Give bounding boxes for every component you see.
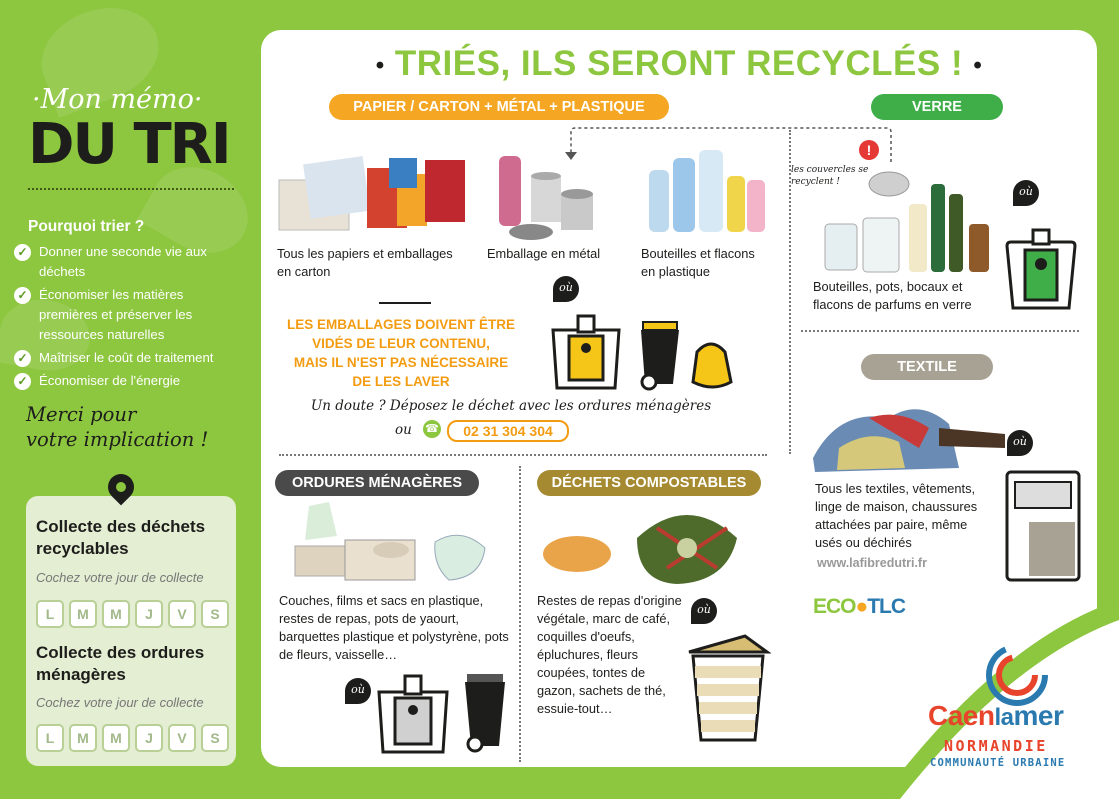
day-checkbox[interactable]: V <box>168 724 196 752</box>
pill-verre: VERRE <box>871 94 1003 120</box>
divider <box>379 302 431 304</box>
day-checkbox[interactable]: L <box>36 724 64 752</box>
phone-number[interactable]: 02 31 304 304 <box>447 420 569 442</box>
item-verre-label: Bouteilles, pots, bocaux et flacons de parfums en verre <box>813 279 972 312</box>
warning-text: LES EMBALLAGES DOIVENT ÊTRE VIDÉS DE LEUR CONTENU, MAIS IL N'EST PAS NÉCESSAIRE DE LES LAVER <box>286 317 516 389</box>
why-item: ✓ Donner une seconde vie aux déchets <box>14 242 244 282</box>
memo-script-title: ·Mon mémo· <box>32 84 203 115</box>
item-papier-label: Tous les papiers et emballages en carton <box>277 246 453 279</box>
yellow-bins-icon <box>551 312 741 392</box>
check-icon: ✓ <box>14 287 31 304</box>
check-icon: ✓ <box>14 244 31 261</box>
brand-region: NORMANDIE <box>944 737 1048 755</box>
day-checkbox[interactable]: S <box>201 724 229 752</box>
pill-textile: TEXTILE <box>861 354 993 380</box>
memo-main-title: DU TRI <box>28 112 230 177</box>
collect-recyclables-title: Collecte des déchets recyclables <box>36 517 206 558</box>
recyclables-day-checkboxes <box>36 600 229 628</box>
om-day-checkboxes <box>36 724 229 752</box>
day-checkbox[interactable]: M <box>102 724 130 752</box>
why-item: ✓ Économiser de l'énergie <box>14 371 244 391</box>
divider <box>801 330 1079 332</box>
why-item: ✓ Maîtriser le coût de traitement <box>14 348 244 368</box>
day-checkbox[interactable]: V <box>168 600 196 628</box>
item-plastique-label: Bouteilles et flacons en plastique <box>641 246 755 279</box>
where-icon: où <box>345 678 371 704</box>
papers-cartons-image <box>277 150 473 240</box>
where-icon: où <box>1013 180 1039 206</box>
textile-text: Tous les textiles, vêtements, linge de maison, chaussures attachées par paire, même usés ou déchirés <box>815 481 978 550</box>
plastic-bottles-image <box>641 140 771 240</box>
collect-om-sub: Cochez votre jour de collecte <box>36 695 204 710</box>
why-item: ✓ Économiser les matières premières et préserver les ressources naturelles <box>14 285 244 345</box>
pill-recyclables: PAPIER / CARTON + MÉTAL + PLASTIQUE <box>329 94 669 120</box>
day-checkbox[interactable]: M <box>69 600 97 628</box>
divider <box>279 454 767 456</box>
glass-container-icon <box>1003 226 1079 312</box>
day-checkbox[interactable]: M <box>69 724 97 752</box>
compost-image <box>537 498 767 598</box>
household-bins-icon <box>377 670 517 756</box>
caen-la-mer-logo-icon <box>982 643 1052 707</box>
day-checkbox[interactable]: J <box>135 724 163 752</box>
textile-container-icon <box>1005 470 1081 582</box>
check-icon: ✓ <box>14 373 31 390</box>
alert-icon: ! <box>859 140 879 160</box>
divider <box>519 466 521 762</box>
why-title: Pourquoi trier ? <box>28 218 145 235</box>
collect-recyclables-sub: Cochez votre jour de collecte <box>36 570 204 585</box>
where-icon: où <box>691 598 717 624</box>
om-text: Couches, films et sacs en plastique, restes de repas, pots de yaourt, barquettes plastique et polystyrène, pots de fleurs, vaisselle… <box>279 593 509 662</box>
couvercles-note: les couvercles se recyclent ! <box>791 165 869 187</box>
compost-text: Restes de repas d'origine végétale, marc de café, coquilles d'oeufs, épluchures, fleurs coupées, tontes de gazon, sachets de thé, essuie-tout… <box>537 593 682 716</box>
pill-compost: DÉCHETS COMPOSTABLES <box>537 470 761 496</box>
day-checkbox[interactable]: S <box>201 600 229 628</box>
pill-om: ORDURES MÉNAGÈRES <box>275 470 479 496</box>
glass-bottles-image <box>817 164 997 284</box>
why-list <box>14 242 244 394</box>
doubt-text: Un doute ? Déposez le déchet avec les ordures ménagères <box>310 398 712 414</box>
day-checkbox[interactable]: M <box>102 600 130 628</box>
phone-icon: ☎ <box>423 420 441 438</box>
sidebar <box>0 0 258 799</box>
main-title: • TRIÉS, ILS SERONT RECYCLÉS ! • <box>375 44 983 83</box>
household-waste-image <box>285 496 505 596</box>
textile-web-link[interactable]: www.lafibredutri.fr <box>817 556 927 570</box>
divider <box>28 188 234 190</box>
item-metal-label: Emballage en métal <box>487 246 601 261</box>
collection-box <box>26 496 236 766</box>
merci-text: Merci pour votre implication ! <box>26 403 209 451</box>
brand-subtitle: COMMUNAUTÉ URBAINE <box>930 757 1066 769</box>
composter-icon <box>685 634 771 746</box>
eco-tlc-logo: ECO●TLC <box>813 595 906 618</box>
where-icon: où <box>553 276 579 302</box>
metal-cans-image <box>491 146 601 246</box>
day-checkbox[interactable]: L <box>36 600 64 628</box>
collect-om-title: Collecte des ordures ménagères <box>36 643 205 684</box>
doubt-or: ou <box>395 422 412 438</box>
check-icon: ✓ <box>14 350 31 367</box>
brand-name: Caenlamer <box>928 700 1064 731</box>
where-icon: où <box>1007 430 1033 456</box>
textiles-image <box>809 388 1009 478</box>
day-checkbox[interactable]: J <box>135 600 163 628</box>
